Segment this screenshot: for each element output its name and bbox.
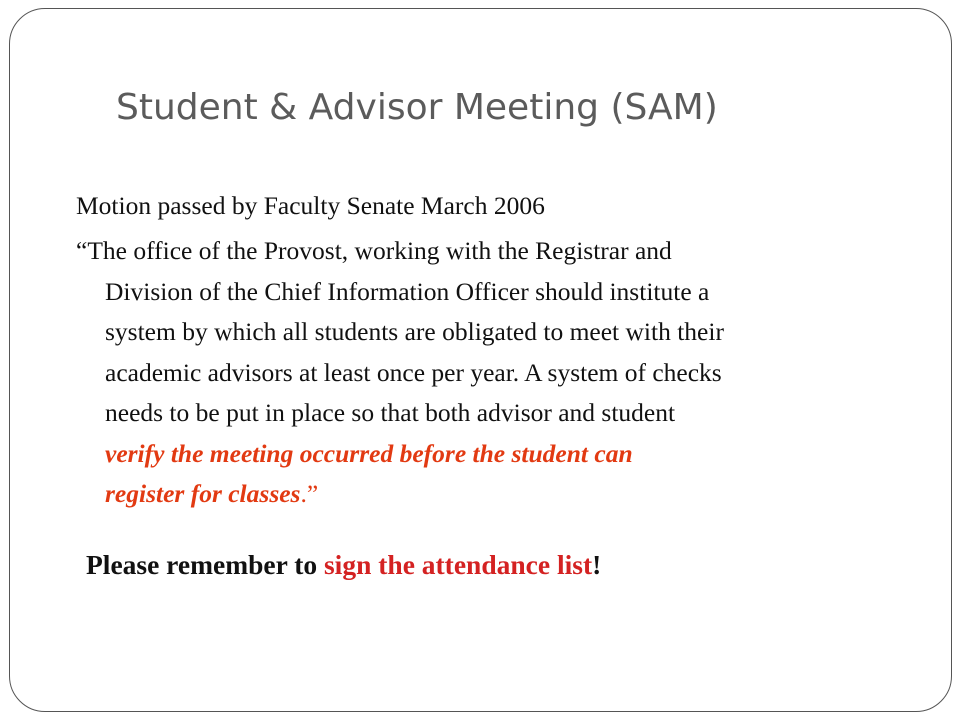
quote-final-line — [76, 474, 906, 515]
quote-closing: .” — [300, 479, 319, 508]
quote-emphasis: verify the meeting occurred before the student can — [105, 438, 633, 468]
reminder-highlight: sign the attendance list — [323, 549, 593, 580]
quote-line: academic advisors at least once per year. A system of checks — [105, 357, 722, 387]
quote-line: needs to be put in place so that both advisor and student — [105, 398, 676, 427]
quote-line: “The office of the Provost, working with the Registrar and — [76, 236, 672, 265]
reminder-prefix: Please remember to — [86, 549, 324, 580]
motion-line: Motion passed by Faculty Senate March 2006 — [76, 191, 545, 220]
quote-line: system by which all students are obligated to meet with their — [105, 317, 724, 346]
attendance-reminder — [86, 544, 601, 586]
senate-quote — [76, 231, 906, 515]
slide-title: Student & Advisor Meeting (SAM) — [116, 87, 718, 128]
quote-line: Division of the Chief Information Officer should institute a — [105, 276, 710, 306]
reminder-suffix: ! — [592, 549, 602, 580]
slide-frame — [9, 8, 952, 712]
quote-emphasis: register for classes — [105, 479, 301, 508]
